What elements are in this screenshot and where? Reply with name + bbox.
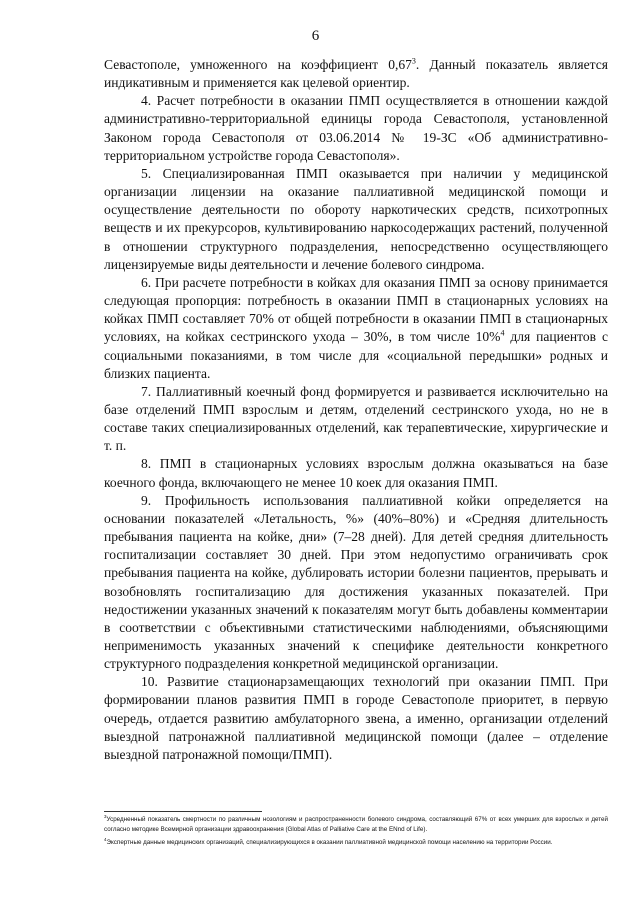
footnote-mark: 4	[104, 837, 107, 843]
paragraph-4: 4. Расчет потребности в оказании ПМП осуществляется в отношении каждой административно-территориальной единицы города Севастополя, установленной Законом города Севастополя от 03.06.2014 № 19-ЗС «Об административно-территориальном устройстве города Севастополя».	[104, 93, 608, 163]
paragraph-6	[104, 274, 608, 383]
footnote-ref-4: 4	[500, 328, 505, 338]
paragraph-9: 9. Профильность использования паллиативной койки определяется на основании показателей «Летальность, %» (40%–80%) и «Средняя длительность пребывания пациента на койке, дни» (7–28 дней). Для детей средняя длительность госпитализации составляет 30 дней. При этом недопустимо ограничивать срок пребывания пациента на койке, дублировать истории болезни пациентов, прерывать и возобновлять госпитализацию для достижения указанных показателей. При недостижении указанных значений к показателям могут быть добавлены комментарии в соответствии с объективными статистическими наблюдениями, объясняющими неприменимость указанных значений к специфике деятельности конкретного структурного подразделения конкретной медицинской организации.	[104, 492, 608, 672]
paragraph-8: 8. ПМП в стационарных условиях взрослым должна оказываться на базе коечного фонда, включающего не менее 10 коек для оказания ПМП.	[104, 456, 608, 490]
footnote-divider	[104, 811, 262, 812]
paragraph-7: 7. Паллиативный коечный фонд формируется и развивается исключительно на базе отделений ПМП взрослым и детям, отделений сестринского ухода, но не в составе таких специализированных отделений, как терапевтические, хирургические и т. п.	[104, 383, 608, 454]
footnote-4	[104, 838, 608, 848]
paragraph-10: 10. Развитие стационарзамещающих технологий при оказании ПМП. При формировании планов развития ПМП в городе Севастополе приоритет, в первую очередь, отдается развитию амбулаторного звена, а именно, организации отделений выездной патронажной паллиативной медицинской помощи (далее – отделение выездной патронажной помощи/ПМП).	[104, 674, 608, 762]
paragraph-text: 6. При расчете потребности в койках для оказания ПМП за основу принимается следующая пропорция: потребность в оказании ПМП в стационарных условиях на койках ПМП составляет 70% от общей потребности в оказании ПМП в стационарных условиях, на койках сестринского ухода – 30%, в том числе 10%	[104, 274, 608, 345]
paragraph-text: Севастополе, умноженного на коэффициент 0,67	[104, 57, 412, 72]
paragraph-text: для пациентов с социальными показаниями, в том числе для «социальной передышки» родных и близких пациента.	[104, 329, 608, 381]
footnote-mark: 3	[104, 813, 107, 819]
paragraph-continuation	[104, 56, 608, 92]
footnotes	[104, 815, 608, 848]
page-number: 6	[311, 28, 320, 44]
paragraph-text: . Данный показатель является индикативным и применяется как целевой ориентир.	[104, 57, 609, 91]
footnote-3	[104, 815, 608, 834]
footnote-text: Усредненный показатель смертности по различным нозологиям и распространенности болевого синдрома, составляющий 67% от всех умерших для взрослых и детей согласно методике Всемирной организации здравоохранения (Global Atlas of Palliative Care at the ENnd of Life).	[104, 816, 608, 833]
footnote-ref-3: 3	[411, 56, 416, 66]
paragraph-5: 5. Специализированная ПМП оказывается при наличии у медицинской организации лицензии на оказание паллиативной медицинской помощи и осуществление деятельности по обороту наркотических средств, психотропных веществ и их прекурсоров, культивированию наркосодержащих растений, полученной в отношении структурного подразделения, непосредственно осуществляющего лицензируемые виды деятельности и лечение болевого синдрома.	[104, 165, 608, 272]
footnote-text: Экспертные данные медицинских организаций, специализирующихся в оказании паллиативной медицинской помощи населению на территории России.	[106, 839, 553, 847]
body-text	[104, 56, 608, 764]
